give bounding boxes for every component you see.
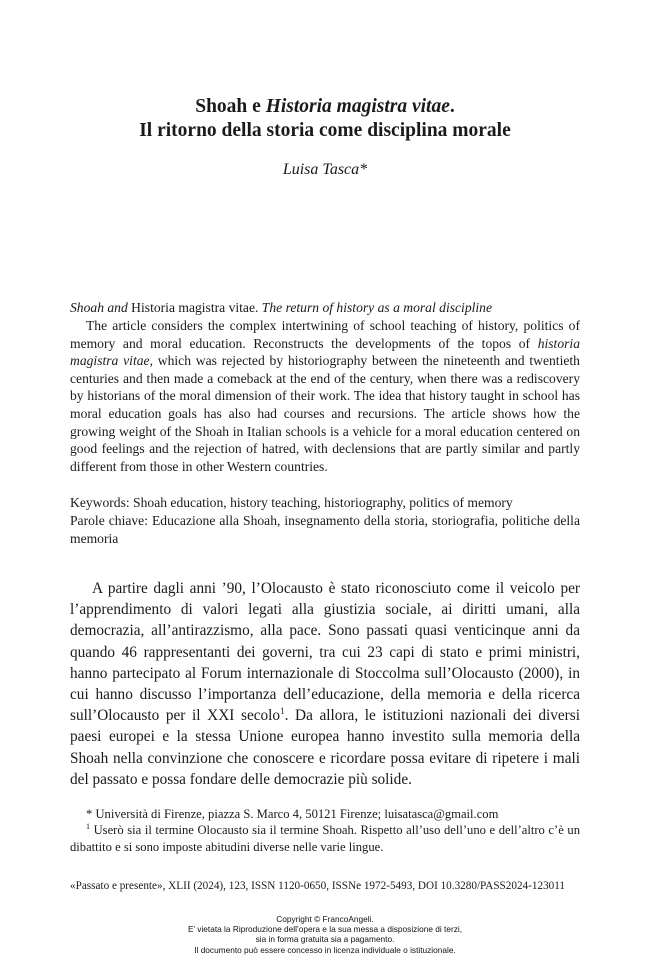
abstract-title — [70, 299, 580, 317]
title-period: . — [449, 96, 455, 117]
copyright-notice — [70, 914, 580, 955]
article-title-line-2: Il ritorno della storia come disciplina morale — [139, 120, 511, 141]
keywords-italian: Parole chiave: Educazione alla Shoah, insegnamento della storia, storiografia, politiche della memoria — [70, 513, 580, 546]
abstract-title-italic-1: Shoah and — [70, 300, 128, 315]
copyright-line-1: Copyright © FrancoAngeli. — [276, 914, 374, 924]
keywords-english: Keywords: Shoah education, history teaching, historiography, politics of memory — [70, 495, 513, 510]
abstract-text-italic: historia magistra vitae — [70, 335, 580, 369]
copyright-line-4: Il documento può essere concesso in licenza individuale o istituzionale. — [194, 944, 456, 955]
footnote-1-text: Userò sia il termine Olocausto sia il termine Shoah. Rispetto all’uso dell’uno e dell’altro c’è un dibattito e si sono imposte abitudini diverse nelle varie lingue. — [70, 823, 580, 854]
footnote-reference[interactable]: 1 — [280, 706, 285, 717]
article-title-line-1 — [70, 95, 580, 119]
author-name: Luisa Tasca* — [282, 161, 368, 178]
body-paragraph — [70, 578, 580, 790]
title-italic: Historia magistra vitae — [265, 96, 450, 117]
body-text-part-1: A partire dagli anni ’90, l’Olocausto è stato riconosciuto come il veicolo per l’apprendimento di valori legati alla giustizia sociale, ai diritti umani, alla democrazia, all’antirazzismo, alla pace. Sono passati quasi venticinque anni da quando 46 rappresentanti dei governi, tra cui 23 capi di stato e primi ministri, hanno partecipato al Forum internazionale di Stoccolma sull’Olocausto (2000), in cui hanno discusso l’importanza dell’educazione, della memoria e della ricerca sull’Olocausto per il XXI secolo — [70, 580, 580, 725]
abstract-text-part-2: , which was rejected by historiography between the nineteenth and twentieth centuries and then made a comeback at the end of the century, when there was a rediscovery by historians of the moral dimension of their work. The idea that history taught in school has moral education goals has also had courses and recursions. The article shows how the growing weight of the Shoah in Italian schools is a vehicle for a moral education centered on good feelings and the rejection of hatred, with declensions that are partly similar and partly different from those in other Western countries. — [70, 353, 580, 474]
footnote-1-mark: 1 — [86, 821, 90, 831]
body-text-part-2: . Da allora, le istituzioni nazionali dei diversi paesi europei e la stessa Unione europea hanno investito sulla memoria della Shoah nella convinzione che conoscere e ricordare possa evitare di ripetere i mali del passato e possa fondare delle democrazie più solide. — [70, 707, 580, 788]
abstract-text-part-1: The article considers the complex intertwining of school teaching of history, politics of memory and moral education. Reconstructs the developments of the topos of — [70, 318, 580, 351]
abstract-text — [70, 317, 580, 475]
journal-citation: «Passato e presente», XLII (2024), 123, ISSN 1120-0650, ISSNe 1972-5493, DOI 10.3280/PASS2024-123011 — [70, 880, 566, 892]
copyright-line-2: E’ vietata la Riproduzione dell’opera e la sua messa a disposizione di terzi, — [187, 924, 463, 935]
copyright-line-3: sia in forma gratuita sia a pagamento. — [255, 934, 395, 945]
abstract-title-italic-2: The return of history as a moral discipline — [261, 300, 493, 315]
abstract-title-roman: Historia magistra vitae. — [127, 300, 262, 315]
footnote-affiliation: * Università di Firenze, piazza S. Marco 4, 50121 Firenze; luisatasca@gmail.com — [86, 807, 499, 821]
title-prefix: Shoah e — [195, 96, 266, 117]
footnote-1 — [70, 822, 580, 855]
